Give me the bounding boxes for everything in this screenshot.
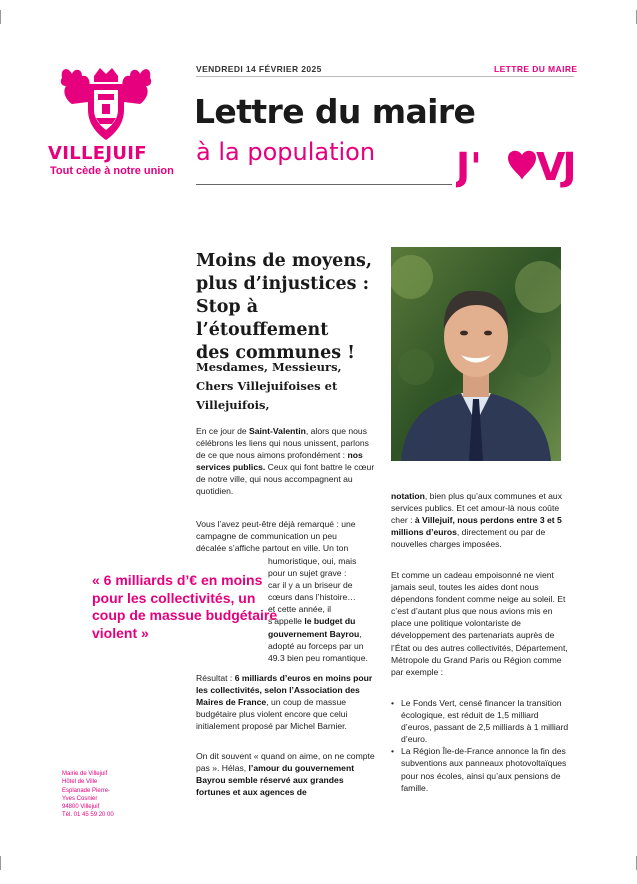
paragraph-campaign <box>196 518 368 554</box>
address-line: Hôtel de Ville <box>62 779 98 786</box>
bold-text: nos services publics. <box>196 450 363 473</box>
salutation-line: Mesdames, Messieurs, <box>196 360 342 374</box>
paragraph-love <box>196 750 376 798</box>
page-subtitle: à la population <box>196 138 376 166</box>
headline-line: Stop à l’étouffement <box>196 297 329 340</box>
list-item: • Le Fonds Vert, censé financer la transition écologique, est réduit de 1,5 milliard d’euros, passant de 2,5 milliards à 1 milliard d’euro. <box>391 697 569 745</box>
header-rule <box>196 76 574 77</box>
bold-text: notation <box>391 491 425 501</box>
text-line: car il y a un briseur de <box>268 580 353 591</box>
crop-mark <box>0 856 1 870</box>
salutation-line: Villejuifois, <box>196 398 270 412</box>
city-logo <box>48 64 178 178</box>
text-line: et cette année, il <box>268 604 332 615</box>
address-line: 94800 Villejuif <box>62 804 100 811</box>
address-line: Mairie de Villejuif <box>62 771 108 777</box>
paragraph-text: , directement ou par de nouvelles charges imposées. <box>391 527 546 550</box>
bold-text: à Villejuif, nous perdons entre 3 et 5 millions d’euros <box>391 515 562 538</box>
paragraph-aid <box>391 569 573 678</box>
headline-line: Moins de moyens, <box>196 251 372 271</box>
subtitle-rule <box>196 184 452 185</box>
paragraph-text: Vous l’avez peut-être déjà remarqué : une campagne de communication un peu décalée s’affiche partout en ville. Un ton <box>196 519 356 554</box>
issue-date: VENDREDI 14 FÉVRIER 2025 <box>196 64 322 74</box>
svg-text:J': J' <box>456 145 482 188</box>
text-line: pour un sujet grave : <box>268 568 347 579</box>
paragraph-intro <box>196 425 380 498</box>
page-title: Lettre du maire <box>194 92 476 131</box>
text-line: s’appelle <box>268 616 305 627</box>
paragraph-text: , un coup de massue budgétaire plus violent encore que celui initialement proposé par Michel Barnier. <box>196 697 348 732</box>
logo-wordmark: VILLEJUIF <box>48 143 147 164</box>
article-headline <box>196 250 386 365</box>
villejuif-crest-icon <box>58 64 154 144</box>
town-hall-address <box>62 770 114 820</box>
aid-cuts-list <box>391 697 569 794</box>
paragraph-notation <box>391 490 569 550</box>
salutation <box>196 358 386 415</box>
crop-mark <box>0 10 1 24</box>
jlovevj-heart-icon <box>456 142 576 188</box>
bold-text: Saint-Valentin <box>249 426 306 436</box>
salutation-line: Chers Villejuifoises et <box>196 379 338 393</box>
text-line: humoristique, oui, mais <box>268 556 357 566</box>
bold-text: le budget du gouvernement Bayrou <box>268 616 360 639</box>
paragraph-result <box>196 672 380 732</box>
text-line: cœurs dans l’histoire… <box>268 592 356 603</box>
bold-text: 6 milliards d’euros en moins pour les collectivités, selon l’Association des Maires de France <box>196 673 373 708</box>
mayor-portrait-icon <box>391 247 561 461</box>
text-line: , adopté au forceps par un 49.3 bien peu romantique. <box>268 628 368 663</box>
headline-line: plus d’injustices : <box>196 274 370 294</box>
svg-text:VJ: VJ <box>536 145 574 188</box>
address-line: Yves Cosnier <box>62 795 98 802</box>
mayor-portrait-photo <box>391 247 561 461</box>
address-line: Tél. 01 45 59 20 00 <box>62 812 114 819</box>
paragraph-text: Ceux qui font battre le cœur de notre ville, qui nous accompagnent au quotidien. <box>196 462 375 497</box>
list-item: • La Région Île-de-France annonce la fin des subventions aux panneaux photovoltaïques pour nos écoles, ainsi qu’aux pensions de famille. <box>391 745 569 793</box>
paragraph-text: Résultat : <box>196 673 235 683</box>
paragraph-text: Et comme un cadeau empoisonné ne vient jamais seul, toutes les aides dont nous dépendons fondent comme neige au soleil. Et c’est d’autant plus que nous avions mis en place une politique volontariste de développement des partenariats auprès de l’État ou des autres collectivités, Département, Métropole du Grand Paris ou Région comme par exemple : <box>391 570 568 677</box>
paragraph-text: En ce jour de <box>196 426 250 436</box>
paragraph-text: On dit souvent « quand on aime, on ne compte pas ». Hélas, <box>196 751 375 774</box>
pull-quote: « 6 milliards d’€ en moins pour les collectivités, un coup de massue budgétaire violent » <box>92 572 278 641</box>
section-label: LETTRE DU MAIRE <box>494 64 578 74</box>
paragraph-text: , alors que nous célébrons les liens qui nous unissent, parlons de ce que nous aimons profondément : <box>196 426 369 461</box>
headline-line: des communes ! <box>196 343 355 363</box>
logo-tagline: Tout cède à notre union <box>50 165 174 177</box>
address-line: Esplanade Pierre- <box>62 787 111 794</box>
jlovevj-logo <box>456 142 576 188</box>
paragraph-text: , bien plus qu’aux communes et aux services publics. Et cet amour-là nous coûte cher : <box>391 491 562 526</box>
bold-text: l’amour du gouvernement Bayrou semble réservé aux grandes fortunes et aux agences de <box>196 763 355 798</box>
